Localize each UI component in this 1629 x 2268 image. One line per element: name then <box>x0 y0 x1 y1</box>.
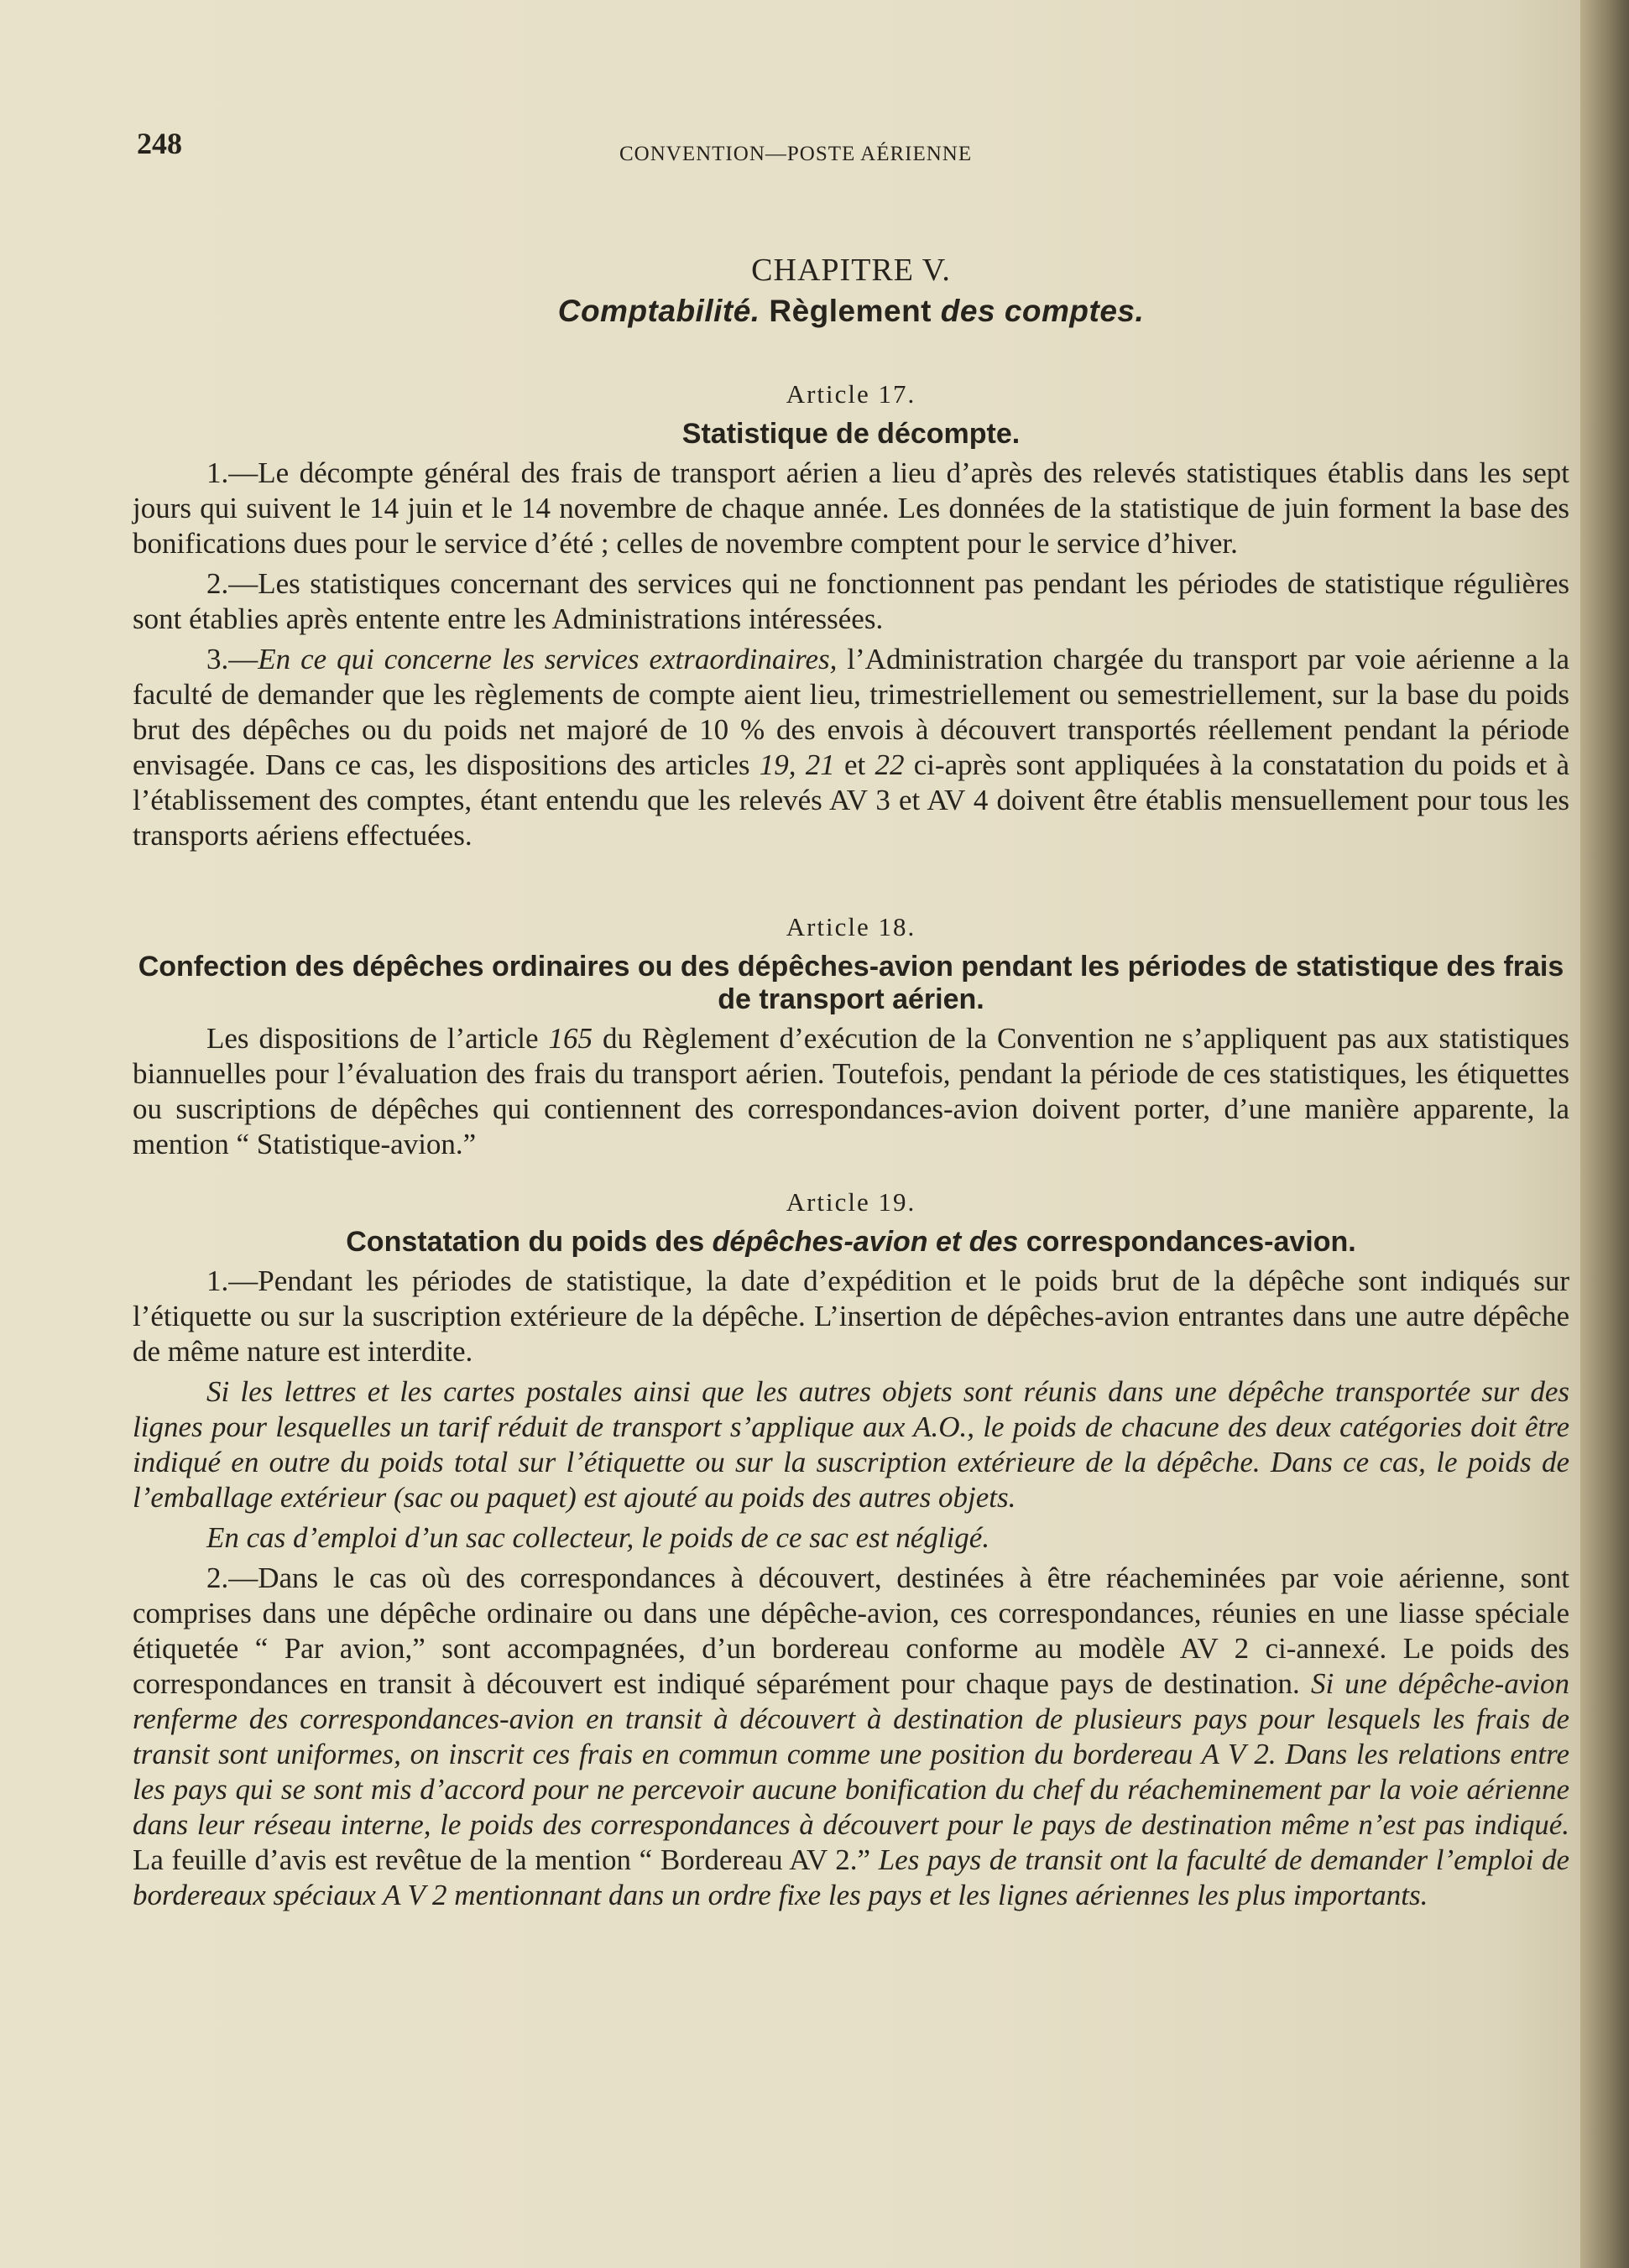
paragraph-text: La feuille d’avis est revêtue de la mention “ Bordereau AV 2.” <box>133 1843 879 1876</box>
article-reference: 22 <box>875 748 905 781</box>
paragraph-text: et <box>834 748 875 781</box>
article-17-heading: Statistique de décompte. <box>681 418 1021 450</box>
article-reference: 19, 21 <box>759 748 835 781</box>
paragraph-text: 2.—Dans le cas où des correspondances à découvert, destinées à être réacheminées par voie aérienne, sont comprises dans une dépêche ordinaire ou dans une dépêche-avion, ces correspondances, réunies en une liasse spéciale étiquetée “ Par avion,” sont accompagnées, d’un bordereau conforme au modèle AV 2 ci-annexé. Le poids des correspondances en transit à découvert est indiqué séparément pour chaque pays de destination. <box>133 1562 1569 1700</box>
paragraph-italic: En ce qui concerne les services extraordinaires, <box>258 643 838 675</box>
page-binding-edge <box>1580 0 1629 2268</box>
article-19-paragraph-2: Si les lettres et les cartes postales ainsi que les autres objets sont réunis dans une dépêche transportée sur des lignes pour lesquelles un tarif réduit de transport s’applique aux A.O., le poids de chacune des deux catégories doit être indiqué en outre du poids total sur l’étiquette ou sur la suscription extérieure de la dépêche. Dans ce cas, le poids de l’emballage extérieur (sac ou paquet) est ajouté au poids des autres objets. <box>133 1375 1569 1514</box>
article-17-paragraph-3 <box>133 642 1569 853</box>
paragraph-text: l’Administration chargée du transport par voie aérienne a la faculté de demander que les règlements de compte aient lieu, trimestriellement ou semestriellement, sur la base du poids brut des dépêches ou du poids net majoré de 10 % des envois à découvert transportés réellement pendant la période envisagée. Dans ce cas, les dispositions des articles <box>133 643 1569 781</box>
article-19-paragraph-1: 1.—Pendant les périodes de statistique, la date d’expédition et le poids brut de la dépêche sont indiqués sur l’étiquette ou sur la suscription extérieure de la dépêche. L’insertion de dépêches-avion entrantes dans une autre dépêche de même nature est interdite. <box>133 1264 1569 1368</box>
heading-text: Constatation du poids des <box>346 1226 713 1258</box>
article-19-heading <box>133 1226 1569 1259</box>
chapter-subtitle <box>133 294 1569 329</box>
article-17-paragraph-2: 2.—Les statistiques concernant des services qui ne fonctionnent pas pendant les périodes de statistique régulières sont établies après entente entre les Administrations intéressées. <box>133 567 1569 635</box>
paragraph-text: Les dispositions de l’article <box>206 1022 549 1055</box>
article-17-label: Article 17. <box>786 379 916 409</box>
running-header <box>133 126 1569 176</box>
chapter-subtitle-part3: des comptes. <box>940 294 1145 328</box>
article-19-label: Article 19. <box>786 1187 916 1217</box>
paragraph-text: du Règlement d’exécution de la Convention ne s’appliquent pas aux statistiques biannuelles pour l’évaluation des frais du transport aérien. Toutefois, pendant la période de ces statistiques, les étiquettes ou suscriptions de dépêches qui contiennent des correspondances-avion doivent porter, d’une manière apparente, la mention “ Statistique-avion.” <box>133 1022 1570 1160</box>
article-17-paragraph-1: 1.—Le décompte général des frais de transport aérien a lieu d’après des relevés statistiques établis dans les sept jours qui suivent le 14 juin et le 14 novembre de chaque année. Les données de la statistique de juin forment la base des bonifications dues pour le service d’été ; celles de novembre comptent pour le service d’hiver. <box>133 456 1569 560</box>
running-title: CONVENTION—POSTE AÉRIENNE <box>619 143 973 165</box>
article-18-heading: Confection des dépêches ordinaires ou des dépêches-avion pendant les périodes de statistique des frais de transport aérien. <box>138 951 1564 1015</box>
chapter-subtitle-part1: Comptabilité. <box>557 294 760 328</box>
article-19-paragraph-4 <box>133 1561 1569 1913</box>
heading-text: correspondances-avion. <box>1018 1226 1356 1258</box>
article-18-paragraph-1 <box>133 1021 1569 1162</box>
chapter-subtitle-part2: Règlement <box>769 294 932 328</box>
paragraph-italic: Si une dépêche-avion renferme des correspondances-avion en transit à découvert à destination de plusieurs pays pour lesquels les frais de transit sont uniformes, on inscrit ces frais en commun comme une position du bordereau A V 2. Dans les relations entre les pays qui se sont mis d’accord pour ne percevoir aucune bonification du chef du réacheminement par la voie aérienne dans leur réseau interne, le poids des correspondances à découvert pour le pays de destination même n’est pas indiqué. <box>133 1667 1570 1841</box>
heading-italic: dépêches-avion et des <box>712 1226 1019 1258</box>
page-number: 248 <box>137 127 182 160</box>
chapter-title: CHAPITRE V. <box>751 253 951 288</box>
paragraph-text: ci-après sont appliquées à la constatation du poids et à l’établissement des comptes, étant entendu que les relevés AV 3 et AV 4 doivent être établis mensuellement pour tous les transports aériens effectuées. <box>133 748 1569 852</box>
article-19-paragraph-3: En cas d’emploi d’un sac collecteur, le poids de ce sac est négligé. <box>206 1521 990 1554</box>
paragraph-italic: Les pays de transit ont la faculté de demander l’emploi de bordereaux spéciaux A V 2 mentionnant dans un ordre fixe les pays et les lignes aériennes les plus importants. <box>133 1843 1570 1911</box>
page-content <box>133 126 1569 1913</box>
article-reference: 165 <box>548 1022 593 1055</box>
article-18-label: Article 18. <box>786 912 916 941</box>
paragraph-lead: 3.— <box>206 643 258 675</box>
